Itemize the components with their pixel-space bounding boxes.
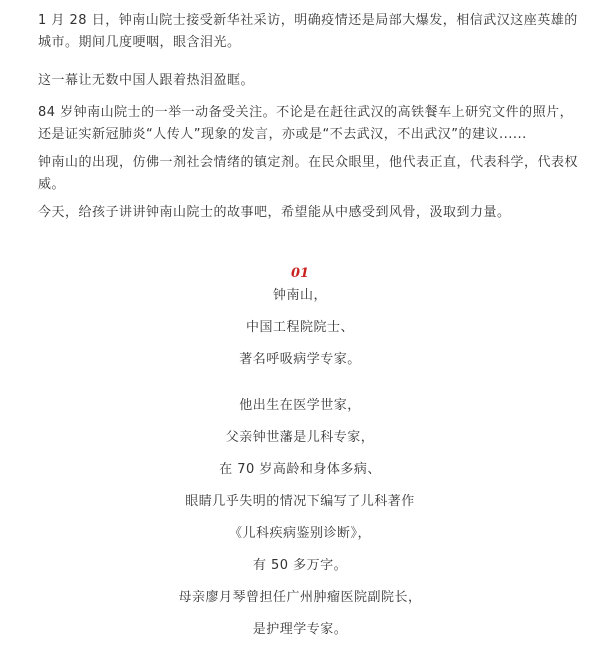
poem-line: 他出生在医学世家， [239,398,361,413]
poem-line: 眼睛几乎失明的情况下编写了儿科著作 [185,494,415,509]
intro-paragraph-1: 1 月 28 日，钟南山院士接受新华社采访，明确疫情还是局部大爆发，相信武汉这座英雄的城市。期间几度哽咽，眼含泪光。 [38,13,578,50]
intro-paragraph-3: 84 岁钟南山院士的一举一动备受关注。不论是在赶往武汉的高铁餐车上研究文件的照片，还是证实新冠肺炎“人传人”现象的发言，亦或是“不去武汉，不出武汉”的建议...... [38,105,574,142]
poem-line: 是护理学专家。 [252,622,348,637]
poem-line: 母亲廖月琴曾担任广州肿瘤医院副院长， [178,590,422,605]
intro-paragraph-5: 今天，给孩子讲讲钟南山院士的故事吧，希望能从中感受到风骨，汲取到力量。 [38,205,511,220]
poem-line: 在 70 岁高龄和身体多病、 [219,462,381,477]
intro-paragraph-2: 这一幕让无数中国人跟着热泪盈眶。 [38,73,255,88]
section-number: 01 [290,266,310,281]
poem-line: 中国工程院院士、 [245,320,354,335]
poem-line: 著名呼吸病学专家。 [239,352,361,367]
poem-line: 有 50 多万字。 [252,558,348,573]
poem-line: 《儿科疾病鉴别诊断》， [228,526,371,541]
poem-line: 父亲钟世藩是儿科专家， [225,430,375,445]
intro-paragraph-4: 钟南山的出现，仿佛一剂社会情绪的镇定剂。在民众眼里，他代表正直，代表科学，代表权威。 [38,155,579,192]
poem-line: 钟南山， [272,288,327,303]
